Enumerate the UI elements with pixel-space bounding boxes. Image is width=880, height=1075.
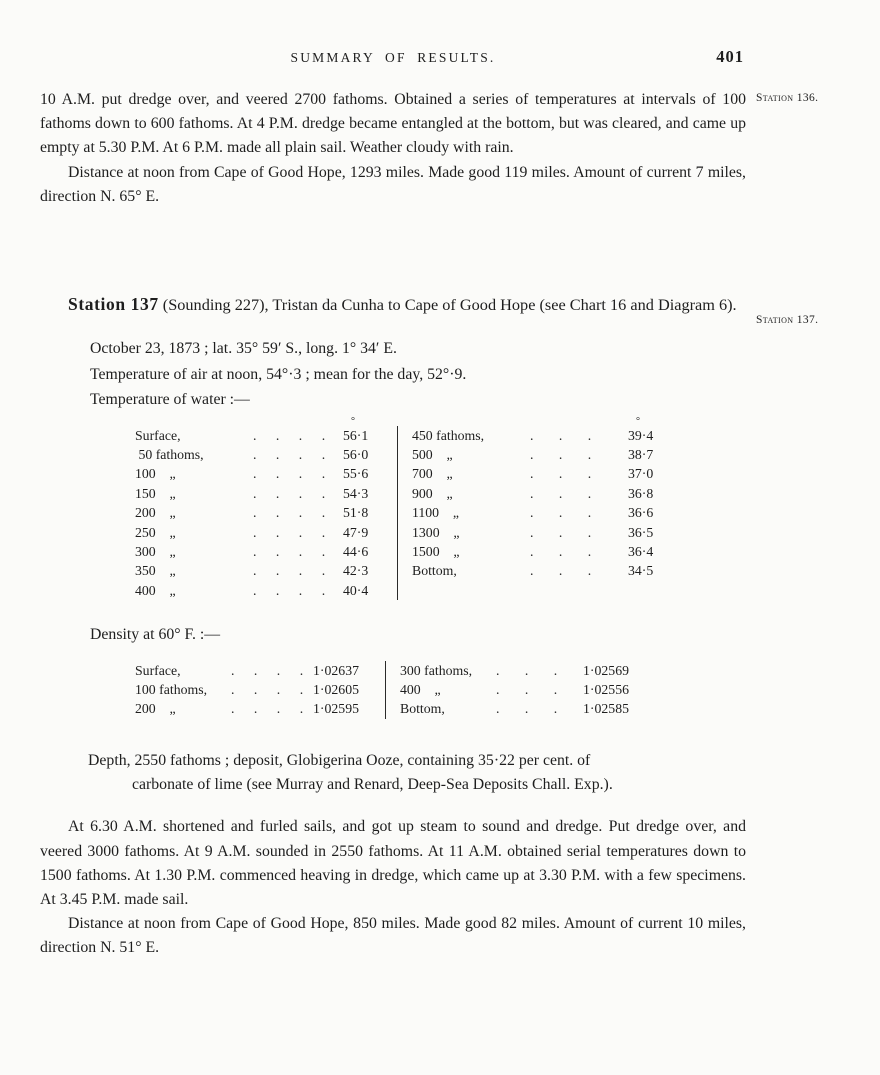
row-label: 1500 „ [412, 543, 460, 559]
row-value: 51·8 [343, 505, 369, 521]
row-value: 40·4 [343, 582, 369, 598]
density-table [135, 661, 655, 719]
row-label: 300 „ [135, 543, 176, 559]
row-value: 36·6 [628, 505, 654, 521]
leader-dots: . . . [530, 563, 592, 579]
leader-dots: . . . [530, 485, 592, 501]
table-row [135, 484, 397, 503]
margin-note-station-137: Station 137. [756, 314, 819, 326]
leader-dots: . . . . [231, 682, 304, 698]
row-label: Surface, [135, 662, 181, 678]
density-table-right-column [385, 661, 655, 719]
row-label: 900 „ [412, 485, 453, 501]
station137-heading [40, 291, 746, 318]
row-value: 34·5 [628, 563, 654, 579]
leader-dots: . . . . [253, 505, 326, 521]
table-row [412, 523, 682, 542]
row-value: 1·02637 [313, 662, 359, 678]
station137-log-paragraph: At 6.30 A.M. shortened and furled sails, and got up steam to sound and dredge. Put dredge over, and veered 3000 fathoms. At 9 A.M. sounded in 2550 fathoms. At 11 A.M. obtained serial temperatures down to 1500 fathoms. At 1.30 P.M. commenced heaving in dredge, which came up at 3.30 P.M. with a few specimens. At 3.45 P.M. made sail. [40, 818, 746, 908]
row-label: Bottom, [412, 563, 457, 579]
row-label: 500 „ [412, 446, 453, 462]
text-column [40, 88, 746, 961]
temperature-table-left-column [135, 415, 397, 601]
density-table-left-column [135, 661, 385, 719]
leader-dots: . . . [530, 543, 592, 559]
table-row [412, 484, 682, 503]
value-text: 56·1 [343, 427, 369, 443]
air-temperature-line: Temperature of air at noon, 54°·3 ; mean for the day, 52°·9. [90, 365, 467, 383]
row-label: 250 „ [135, 524, 176, 540]
leader-dots: . . . . [253, 466, 326, 482]
row-label: Bottom, [400, 701, 445, 717]
row-value: 1·02585 [583, 701, 629, 717]
row-label: 100 „ [135, 466, 176, 482]
leader-dots: . . . [530, 524, 592, 540]
value-text: 39·4 [628, 427, 654, 443]
row-value: 36·8 [628, 485, 654, 501]
row-value: 55·6 [343, 466, 369, 482]
station136-log-paragraph: 10 A.M. put dredge over, and veered 2700 fathoms. Obtained a series of temperatures at intervals of 100 fathoms down to 600 fathoms. At 4 P.M. dredge became entangled at the bottom, but was cleared, and came up empty at 5.30 P.M. At 6 P.M. made all plain sail. Weather cloudy with rain. [40, 91, 746, 157]
temperature-table-right-column [397, 415, 682, 601]
row-label: 200 „ [135, 701, 176, 717]
row-label: 50 fathoms, [135, 446, 204, 462]
row-label: 200 „ [135, 505, 176, 521]
depth-deposit-line-2: carbonate of lime (see Murray and Renard, Deep-Sea Deposits Chall. Exp.). [132, 776, 613, 794]
leader-dots: . . . [530, 446, 592, 462]
station137-heading-title: Station 137 [68, 294, 159, 315]
water-temperature-heading: Temperature of water :— [90, 391, 250, 409]
row-value [628, 415, 682, 445]
table-row [135, 661, 385, 680]
table-row [135, 561, 397, 580]
leader-dots: . . . [530, 466, 592, 482]
row-label: 400 „ [135, 582, 176, 598]
row-value: 56·0 [343, 446, 369, 462]
row-label: 1100 „ [412, 505, 460, 521]
running-header-title: SUMMARY OF RESULTS. [290, 50, 496, 65]
row-label: Surface, [135, 427, 181, 443]
table-row [400, 680, 655, 699]
station136-distance-paragraph: Distance at noon from Cape of Good Hope, 1293 miles. Made good 119 miles. Amount of current 7 miles, direction N. 65° E. [40, 163, 746, 205]
leader-dots: . . . . [253, 485, 326, 501]
row-value [343, 415, 397, 445]
table-row [135, 415, 397, 445]
table-row [412, 503, 682, 522]
leader-dots: . . . . [253, 582, 326, 598]
row-value: 36·5 [628, 524, 654, 540]
table-row [412, 415, 682, 445]
row-label: 450 fathoms, [412, 427, 485, 443]
row-label: 300 fathoms, [400, 662, 473, 678]
row-value: 1·02569 [583, 662, 629, 678]
row-value: 44·6 [343, 543, 369, 559]
row-label: 700 „ [412, 466, 453, 482]
leader-dots: . . . . [253, 543, 326, 559]
leader-dots: . . . [530, 427, 592, 443]
row-value: 42·3 [343, 563, 369, 579]
station137-heading-rest: (Sounding 227), Tristan da Cunha to Cape of Good Hope (see Chart 16 and Diagram 6). [158, 295, 737, 315]
table-row [135, 445, 397, 464]
density-heading: Density at 60° F. :— [90, 626, 221, 644]
page-number: 401 [716, 47, 744, 66]
leader-dots: . . . . [253, 427, 326, 443]
table-row [412, 445, 682, 464]
degree-mark: ° [636, 415, 640, 427]
table-row [135, 503, 397, 522]
depth-deposit-line-1: Depth, 2550 fathoms ; deposit, Globigerina Ooze, containing 35·22 per cent. of [88, 751, 591, 769]
leader-dots: . . . . [253, 563, 326, 579]
observation-block [90, 336, 746, 413]
table-row [135, 542, 397, 561]
table-row [135, 581, 397, 600]
row-value: 54·3 [343, 485, 369, 501]
temperature-table [135, 415, 682, 601]
table-row [135, 680, 385, 699]
table-row [412, 561, 682, 580]
row-value: 36·4 [628, 543, 654, 559]
leader-dots: . . . [496, 682, 558, 698]
row-label: 1300 „ [412, 524, 460, 540]
leader-dots: . . . [496, 662, 558, 678]
leader-dots: . . . . [253, 446, 326, 462]
table-row [400, 699, 655, 718]
row-value: 1·02605 [313, 682, 359, 698]
row-value: 38·7 [628, 446, 654, 462]
leader-dots: . . . [530, 505, 592, 521]
leader-dots: . . . . [253, 524, 326, 540]
station137-distance-paragraph: Distance at noon from Cape of Good Hope, 850 miles. Made good 82 miles. Amount of current 10 miles, direction N. 51° E. [40, 915, 746, 957]
row-value: 1·02595 [313, 701, 359, 717]
leader-dots: . . . [496, 701, 558, 717]
row-value: 47·9 [343, 524, 369, 540]
page-header [40, 47, 746, 74]
row-label: 100 fathoms, [135, 682, 208, 698]
leader-dots: . . . . [231, 662, 304, 678]
row-label: 400 „ [400, 682, 441, 698]
row-value: 37·0 [628, 466, 654, 482]
degree-mark: ° [351, 415, 355, 427]
table-row [412, 464, 682, 483]
table-row [135, 523, 397, 542]
leader-dots: . . . . [231, 701, 304, 717]
table-row [135, 464, 397, 483]
row-label: 150 „ [135, 485, 176, 501]
date-position-line: October 23, 1873 ; lat. 35° 59′ S., long. 1° 34′ E. [90, 340, 397, 358]
table-row [412, 542, 682, 561]
row-label: 350 „ [135, 563, 176, 579]
row-value: 1·02556 [583, 682, 629, 698]
table-row [135, 699, 385, 718]
margin-note-station-136: Station 136. [756, 92, 819, 104]
table-row [400, 661, 655, 680]
